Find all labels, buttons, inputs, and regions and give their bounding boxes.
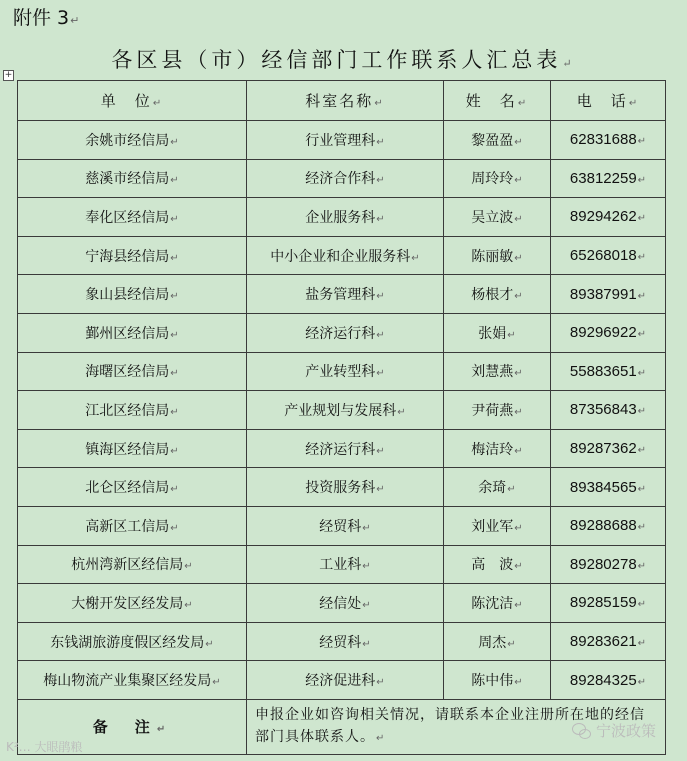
cell-name: 周杰↵ xyxy=(444,622,551,661)
attachment-label: 附件 3↵ xyxy=(13,7,80,29)
cell-department: 经贸科↵ xyxy=(247,506,444,545)
table-row xyxy=(18,429,666,468)
table-row xyxy=(18,661,666,700)
table-header-row xyxy=(18,81,666,121)
cell-unit: 宁海县经信局↵ xyxy=(18,236,247,275)
document-title: 各区县（市）经信部门工作联系人汇总表↵ xyxy=(111,48,576,72)
table-row xyxy=(18,622,666,661)
cell-unit: 鄞州区经信局↵ xyxy=(18,313,247,352)
table-row xyxy=(18,275,666,314)
cell-name: 梅洁玲↵ xyxy=(444,429,551,468)
cell-phone: 87356843↵ xyxy=(551,391,666,430)
remark-row xyxy=(18,699,666,754)
cell-name: 周玲玲↵ xyxy=(444,159,551,198)
watermark-left: K²… 大眼鹃粮 xyxy=(6,740,83,754)
cell-department: 经济运行科↵ xyxy=(247,429,444,468)
cell-phone: 89387991↵ xyxy=(551,275,666,314)
cell-department: 经贸科↵ xyxy=(247,622,444,661)
table-row xyxy=(18,391,666,430)
cell-unit: 慈溪市经信局↵ xyxy=(18,159,247,198)
cell-name: 高 波↵ xyxy=(444,545,551,584)
wechat-icon xyxy=(572,723,592,739)
table-row xyxy=(18,584,666,623)
cell-department: 盐务管理科↵ xyxy=(247,275,444,314)
cell-department: 经济促进科↵ xyxy=(247,661,444,700)
cell-name: 尹荷燕↵ xyxy=(444,391,551,430)
cell-unit: 余姚市经信局↵ xyxy=(18,121,247,160)
cell-department: 产业转型科↵ xyxy=(247,352,444,391)
cell-phone: 89285159↵ xyxy=(551,584,666,623)
cell-unit: 杭州湾新区经信局↵ xyxy=(18,545,247,584)
cell-unit: 高新区工信局↵ xyxy=(18,506,247,545)
header-phone: 电 话↵ xyxy=(551,81,666,121)
table-move-handle[interactable]: + xyxy=(4,70,13,80)
cell-name: 陈丽敏↵ xyxy=(444,236,551,275)
cell-phone: 89287362↵ xyxy=(551,429,666,468)
table-row xyxy=(18,352,666,391)
cell-unit: 奉化区经信局↵ xyxy=(18,198,247,237)
cell-unit: 海曙区经信局↵ xyxy=(18,352,247,391)
cell-unit: 东钱湖旅游度假区经发局↵ xyxy=(18,622,247,661)
cell-phone: 89384565↵ xyxy=(551,468,666,507)
cell-name: 张娟↵ xyxy=(444,313,551,352)
cell-department: 产业规划与发展科↵ xyxy=(247,391,444,430)
cell-phone: 89280278↵ xyxy=(551,545,666,584)
table-row xyxy=(18,506,666,545)
cell-department: 行业管理科↵ xyxy=(247,121,444,160)
cell-name: 陈中伟↵ xyxy=(444,661,551,700)
table-row xyxy=(18,236,666,275)
table-row xyxy=(18,159,666,198)
cell-unit: 镇海区经信局↵ xyxy=(18,429,247,468)
cell-phone: 62831688↵ xyxy=(551,121,666,160)
cell-phone: 89288688↵ xyxy=(551,506,666,545)
cell-phone: 89284325↵ xyxy=(551,661,666,700)
cell-name: 余琦↵ xyxy=(444,468,551,507)
cell-phone: 65268018↵ xyxy=(551,236,666,275)
header-name: 姓 名↵ xyxy=(444,81,551,121)
cell-name: 黎盈盈↵ xyxy=(444,121,551,160)
cell-phone: 89294262↵ xyxy=(551,198,666,237)
watermark-right: 宁波政策 xyxy=(572,720,656,741)
cell-department: 经信处↵ xyxy=(247,584,444,623)
cell-unit: 北仑区经信局↵ xyxy=(18,468,247,507)
header-department: 科室名称↵ xyxy=(247,81,444,121)
cell-department: 工业科↵ xyxy=(247,545,444,584)
cell-phone: 89283621↵ xyxy=(551,622,666,661)
remark-text: 申报企业如咨询相关情况，请联系本企业注册所在地的经信部门具体联系人。↵ xyxy=(247,699,666,754)
cell-name: 刘业军↵ xyxy=(444,506,551,545)
cell-department: 投资服务科↵ xyxy=(247,468,444,507)
contact-table xyxy=(17,80,666,755)
cell-department: 企业服务科↵ xyxy=(247,198,444,237)
table-row xyxy=(18,313,666,352)
table-row xyxy=(18,121,666,160)
cell-unit: 梅山物流产业集聚区经发局↵ xyxy=(18,661,247,700)
remark-label: 备 注↵ xyxy=(18,699,247,754)
cell-name: 陈沈洁↵ xyxy=(444,584,551,623)
cell-name: 杨根才↵ xyxy=(444,275,551,314)
cell-department: 经济合作科↵ xyxy=(247,159,444,198)
cell-name: 吴立波↵ xyxy=(444,198,551,237)
cell-unit: 大榭开发区经发局↵ xyxy=(18,584,247,623)
header-unit: 单 位↵ xyxy=(18,81,247,121)
cell-phone: 89296922↵ xyxy=(551,313,666,352)
cell-phone: 55883651↵ xyxy=(551,352,666,391)
cell-department: 经济运行科↵ xyxy=(247,313,444,352)
table-row xyxy=(18,468,666,507)
table-row xyxy=(18,198,666,237)
cell-phone: 63812259↵ xyxy=(551,159,666,198)
cell-unit: 江北区经信局↵ xyxy=(18,391,247,430)
cell-department: 中小企业和企业服务科↵ xyxy=(247,236,444,275)
cell-name: 刘慧燕↵ xyxy=(444,352,551,391)
cell-unit: 象山县经信局↵ xyxy=(18,275,247,314)
table-row xyxy=(18,545,666,584)
